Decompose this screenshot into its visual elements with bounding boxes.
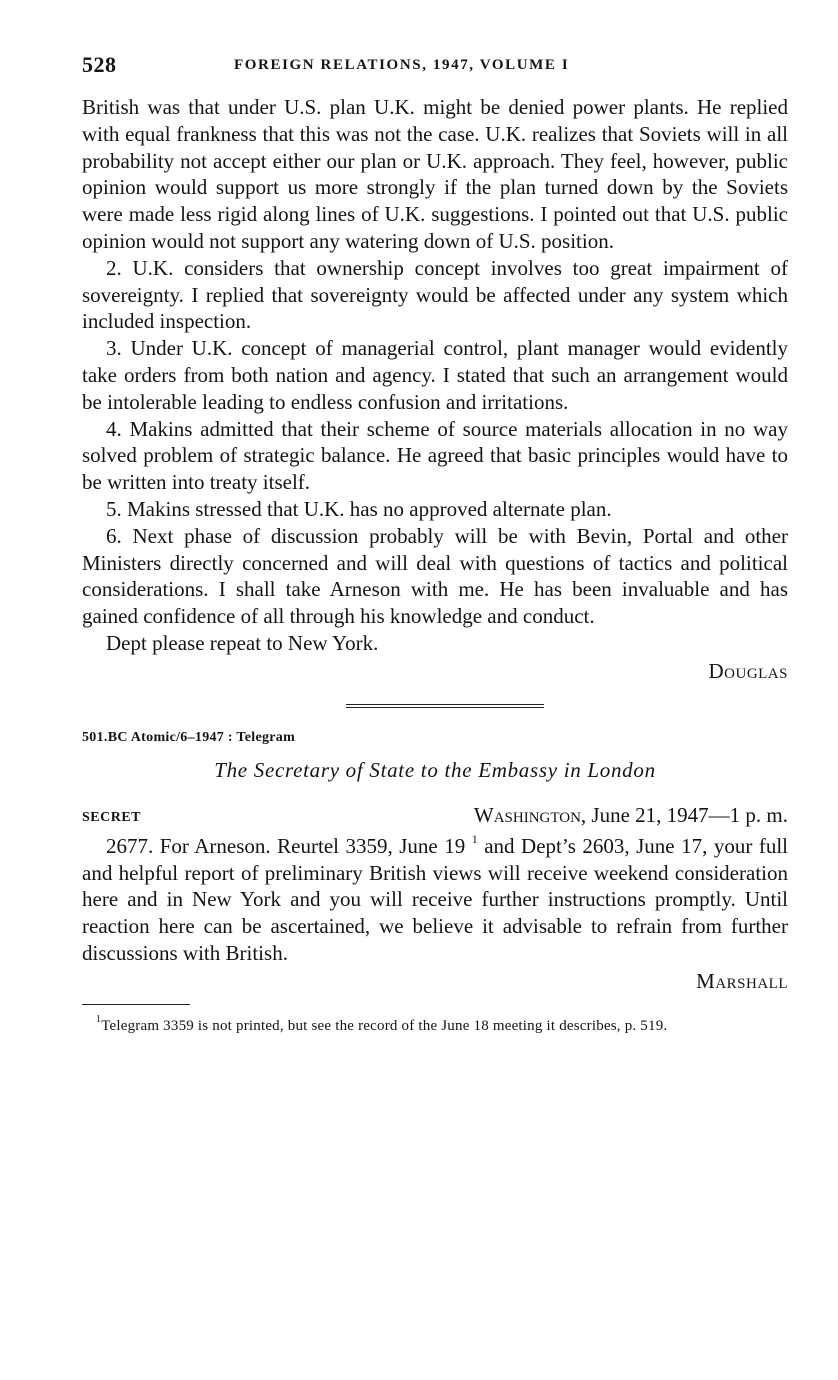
paragraph-5: 5. Makins stressed that U.K. has no approved alternate plan. bbox=[106, 496, 612, 521]
paragraph-closing: Dept please repeat to New York. bbox=[106, 630, 379, 655]
footnote-text: Telegram 3359 is not printed, but see the record of the June 18 meeting it describes, p. 519. bbox=[101, 1017, 668, 1034]
classification-label: SECRET bbox=[82, 809, 142, 825]
paragraph-6: 6. Next phase of discussion probably will be with Bevin, Portal and other Ministers directly concerned and will deal with questions of tactics and political considerations. I shall take Arneson with me. He has been invaluable and has gained confidence of all through his knowledge and conduct. bbox=[82, 523, 788, 629]
document-page bbox=[82, 0, 788, 1036]
page-header bbox=[82, 52, 788, 82]
place: Washington, bbox=[473, 802, 587, 827]
signature-douglas: Douglas bbox=[708, 658, 788, 683]
telegram-body bbox=[82, 833, 788, 967]
footnote-marker: 1 bbox=[96, 1013, 102, 1025]
first-document-body bbox=[82, 94, 788, 657]
paragraph-3: 3. Under U.K. concept of managerial control, plant manager would evidently take orders from both nation and agency. I stated that such an arrangement would be intolerable leading to endless confusion and irritations. bbox=[82, 336, 788, 414]
date: June 21, 1947—1 p. m. bbox=[591, 802, 788, 827]
footnote bbox=[82, 1013, 788, 1036]
document-title: The Secretary of State to the Embassy in London bbox=[214, 757, 656, 782]
telegram-paragraph bbox=[82, 833, 788, 967]
telegram-text-start: 2677. For Arneson. Reurtel 3359, June 19 bbox=[106, 833, 466, 858]
footnote-reference[interactable]: 1 bbox=[471, 831, 478, 846]
paragraph-2: 2. U.K. considers that ownership concept involves too great impairment of sovereignty. I replied that sovereignty would be affected under any system which included inspection. bbox=[82, 255, 788, 334]
place-date bbox=[474, 803, 788, 828]
paragraph-continued: British was that under U.S. plan U.K. might be denied power plants. He replied with equal frankness that this was not the case. U.K. realizes that Soviets will in all probability not accept either our plan or U.K. approach. They feel, however, public opinion would support us more strongly if the plan turned down by the Soviets were made less rigid along lines of U.K. suggestions. I pointed out that U.S. public opinion would not support any watering down of U.S. position. bbox=[82, 95, 788, 253]
paragraph-4: 4. Makins admitted that their scheme of source materials allocation in no way solved problem of strategic balance. He agreed that basic principles would have to be written into treaty itself. bbox=[82, 416, 788, 495]
footnote-divider bbox=[82, 1004, 190, 1005]
file-reference: 501.BC Atomic/6–1947 : Telegram bbox=[82, 729, 296, 745]
section-divider bbox=[346, 704, 544, 708]
page-number: 528 bbox=[82, 52, 117, 77]
dateline bbox=[82, 803, 788, 833]
signature-marshall: Marshall bbox=[696, 968, 788, 993]
telegram-text-end: and Dept’s 2603, June 17, your full and helpful report of preliminary British views will receive weekend consideration here and in New York and you will receive further instructions promptly. Until reaction here can be ascertained, we believe it advisable to refrain from further discussions with British. bbox=[82, 833, 789, 965]
running-title: FOREIGN RELATIONS, 1947, VOLUME I bbox=[234, 57, 570, 73]
